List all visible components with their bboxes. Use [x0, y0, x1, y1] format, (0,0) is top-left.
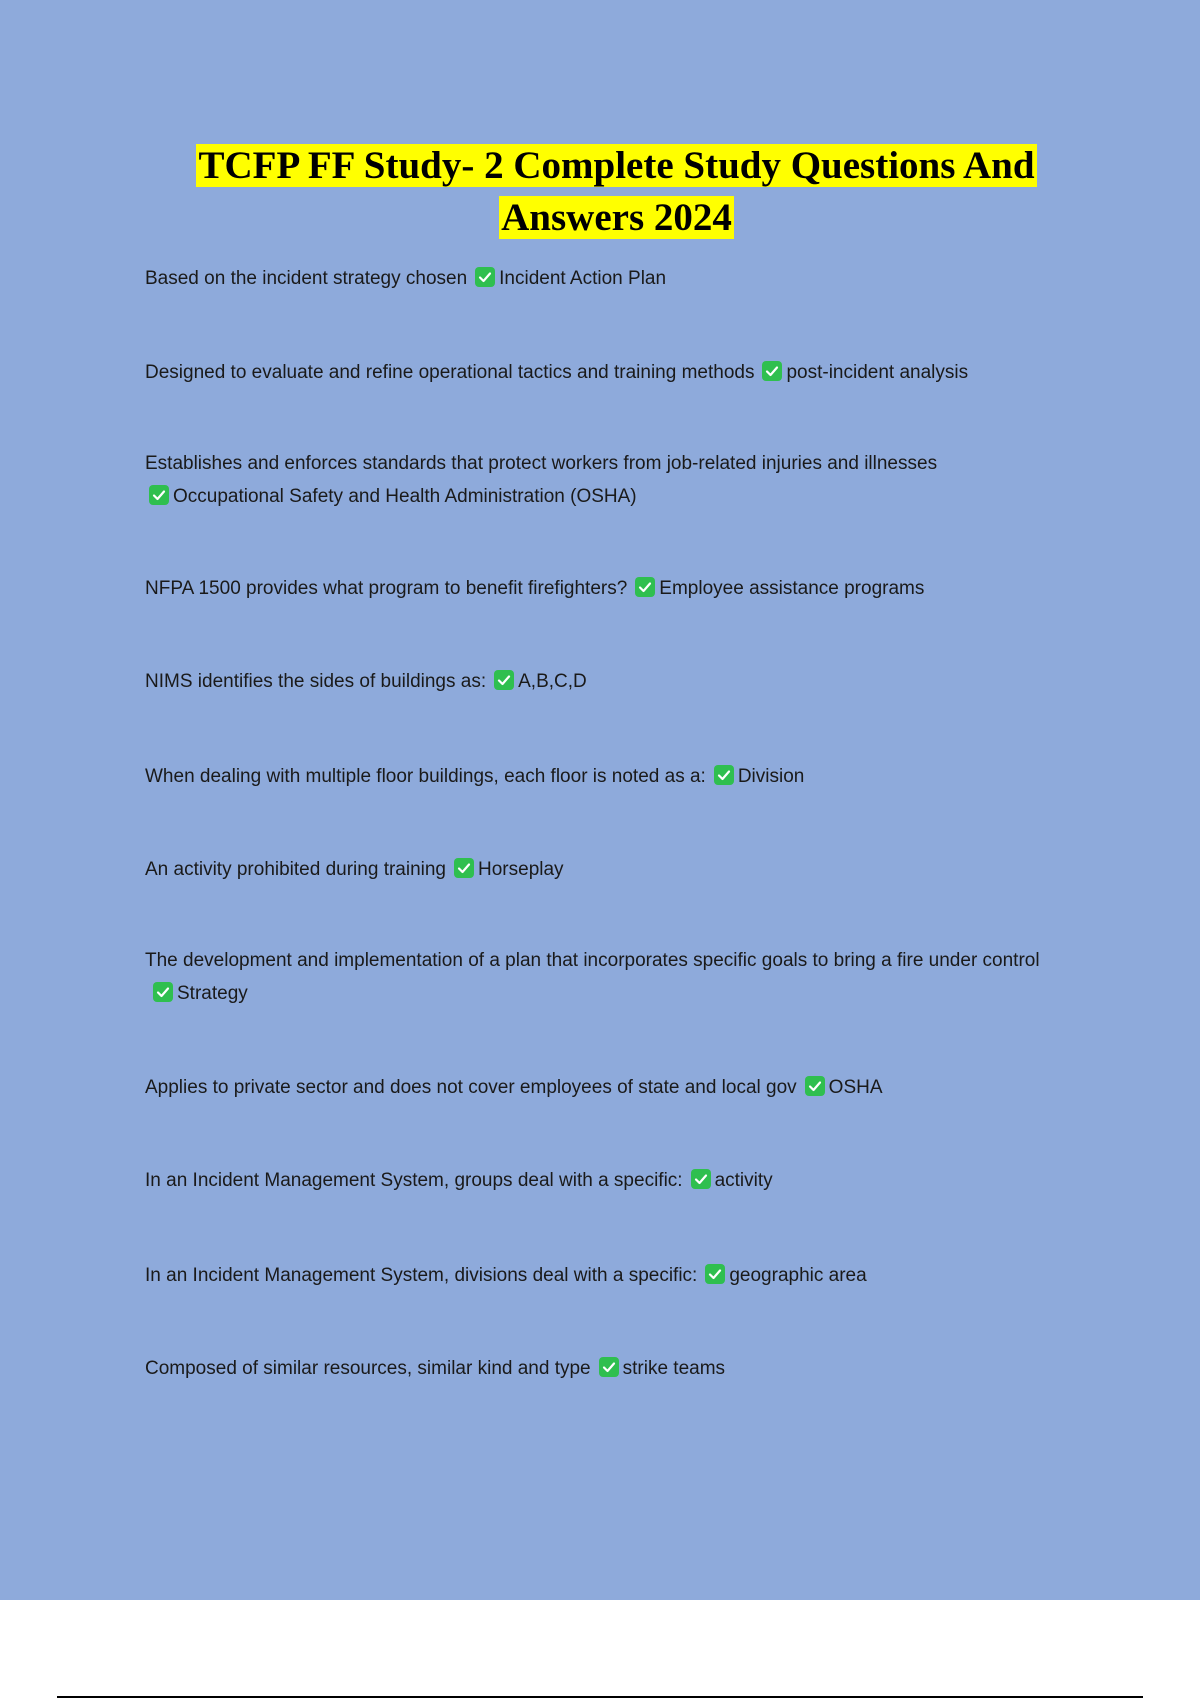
question-text: When dealing with multiple floor buildings, each floor is noted as a:: [145, 766, 706, 787]
qa-item: [145, 1259, 1065, 1292]
footer-divider: [57, 1696, 1143, 1698]
answer-text: Division: [737, 766, 805, 787]
qa-item: [145, 1071, 1065, 1104]
question-text: Based on the incident strategy chosen: [145, 268, 468, 289]
check-mark-icon: [153, 982, 173, 1002]
answer-text: Strategy: [177, 983, 248, 1004]
check-mark-icon: [475, 267, 495, 287]
question-text: The development and implementation of a plan that incorporates specific goals to bring a fire under control: [145, 950, 1040, 971]
answer-text: strike teams: [622, 1358, 726, 1379]
check-mark-icon: [805, 1076, 825, 1096]
qa-item: [145, 356, 1065, 389]
check-mark-icon: [149, 485, 169, 505]
qa-item: [145, 760, 1065, 793]
title-line-2: Answers 2024: [501, 196, 732, 239]
check-mark-icon: [762, 361, 782, 381]
qa-item: [145, 853, 1065, 886]
qa-item: [145, 665, 1065, 698]
answer-text: Employee assistance programs: [659, 578, 925, 599]
qa-item: [145, 572, 1065, 605]
check-mark-icon: [714, 765, 734, 785]
question-text: Composed of similar resources, similar kind and type: [145, 1358, 591, 1379]
question-text: NIMS identifies the sides of buildings as:: [145, 671, 487, 692]
check-mark-icon: [494, 670, 514, 690]
question-text: In an Incident Management System, divisions deal with a specific:: [145, 1265, 698, 1286]
answer-text: Incident Action Plan: [499, 268, 667, 289]
answer-text: post-incident analysis: [786, 362, 969, 383]
question-text: Designed to evaluate and refine operational tactics and training methods: [145, 362, 755, 383]
answer-text: activity: [714, 1170, 773, 1191]
question-text: NFPA 1500 provides what program to benefit firefighters?: [145, 578, 628, 599]
qa-item: [145, 1164, 1065, 1197]
check-mark-icon: [599, 1357, 619, 1377]
check-mark-icon: [635, 577, 655, 597]
answer-text: OSHA: [828, 1077, 883, 1098]
answer-text: geographic area: [729, 1265, 867, 1286]
answer-text: A,B,C,D: [518, 671, 587, 692]
document-title: [120, 140, 1113, 244]
qa-item: [145, 1352, 1065, 1385]
qa-item: [145, 262, 1065, 295]
qa-item: [145, 447, 1065, 513]
check-mark-icon: [705, 1264, 725, 1284]
question-text: Establishes and enforces standards that protect workers from job-related injuries and illnesses: [145, 453, 938, 474]
check-mark-icon: [454, 858, 474, 878]
question-text: An activity prohibited during training: [145, 859, 447, 880]
answer-text: Horseplay: [478, 859, 564, 880]
check-mark-icon: [691, 1169, 711, 1189]
question-text: In an Incident Management System, groups deal with a specific:: [145, 1170, 683, 1191]
question-text: Applies to private sector and does not cover employees of state and local gov: [145, 1077, 797, 1098]
qa-item: [145, 944, 1065, 1010]
title-line-1: TCFP FF Study- 2 Complete Study Questions And: [198, 144, 1035, 187]
answer-text: Occupational Safety and Health Administration (OSHA): [173, 486, 637, 507]
